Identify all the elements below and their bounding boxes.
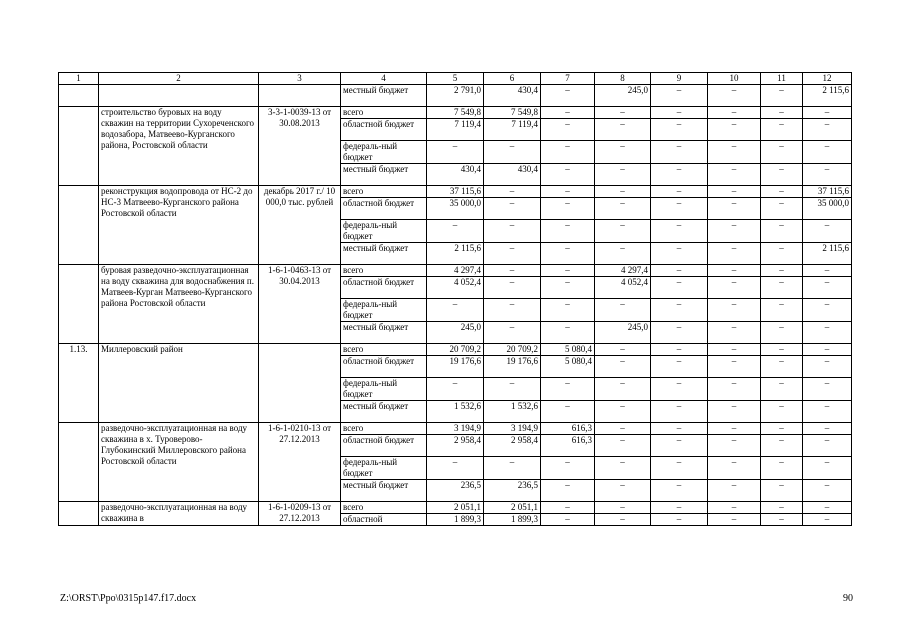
value-col9-cell: –	[651, 378, 708, 401]
total-value-cell: 2 115,6	[427, 243, 484, 265]
value-col7-cell: –	[541, 119, 595, 141]
value-col10-cell: –	[708, 502, 761, 514]
budget-source-cell: местный бюджет	[341, 401, 427, 423]
value-col6-cell: 1 899,3	[484, 514, 541, 526]
value-col8-cell: –	[595, 198, 651, 220]
table-row	[59, 423, 852, 435]
header-row	[59, 73, 852, 85]
budget-source-cell: всего	[341, 265, 427, 277]
value-col11-cell: –	[761, 378, 803, 401]
value-col11-cell: –	[761, 322, 803, 344]
budget-source-cell: областной бюджет	[341, 198, 427, 220]
value-col10-cell: –	[708, 141, 761, 164]
row-number-cell	[59, 502, 99, 526]
value-col6-cell: 7 549,8	[484, 107, 541, 119]
header-cell: 6	[484, 73, 541, 85]
total-value-cell: –	[427, 378, 484, 401]
value-col10-cell: –	[708, 85, 761, 107]
budget-source-cell: областной	[341, 514, 427, 526]
value-col12-cell: –	[803, 502, 852, 514]
value-col8-cell: –	[595, 220, 651, 243]
value-col6-cell: –	[484, 457, 541, 480]
value-col8-cell: –	[595, 141, 651, 164]
value-col7-cell: –	[541, 198, 595, 220]
value-col9-cell: –	[651, 299, 708, 322]
object-name-cell: буровая разведочно-эксплуатационная на воду скважина для водоснабжения п. Матвеев-Курган Матвеево-Курганского района Ростовской области	[99, 265, 259, 344]
total-value-cell: 19 176,6	[427, 356, 484, 378]
value-col12-cell: –	[803, 435, 852, 457]
value-col7-cell: 5 080,4	[541, 344, 595, 356]
object-name-cell: реконструкция водопровода от НС-2 до НС-3 Матвеево-Курганского района Ростовской области	[99, 186, 259, 265]
value-col7-cell: –	[541, 220, 595, 243]
value-col11-cell: –	[761, 435, 803, 457]
value-col10-cell: –	[708, 514, 761, 526]
value-col6-cell: 430,4	[484, 85, 541, 107]
value-col6-cell: –	[484, 243, 541, 265]
total-value-cell: 430,4	[427, 164, 484, 186]
value-col10-cell: –	[708, 119, 761, 141]
value-col11-cell: –	[761, 401, 803, 423]
value-col11-cell: –	[761, 299, 803, 322]
header-cell: 8	[595, 73, 651, 85]
budget-source-cell: федераль-ный бюджет	[341, 457, 427, 480]
total-value-cell: 3 194,9	[427, 423, 484, 435]
budget-source-cell: федераль-ный бюджет	[341, 141, 427, 164]
value-col11-cell: –	[761, 457, 803, 480]
value-col11-cell: –	[761, 243, 803, 265]
value-col8-cell: –	[595, 243, 651, 265]
row-number-cell: 1.13.	[59, 344, 99, 423]
value-col7-cell: –	[541, 514, 595, 526]
value-col11-cell: –	[761, 198, 803, 220]
table-row	[59, 502, 852, 514]
value-col9-cell: –	[651, 480, 708, 502]
value-col6-cell: –	[484, 186, 541, 198]
value-col10-cell: –	[708, 344, 761, 356]
row-number-cell	[59, 186, 99, 265]
value-col10-cell: –	[708, 299, 761, 322]
value-col7-cell: –	[541, 243, 595, 265]
value-col6-cell: 2 051,1	[484, 502, 541, 514]
value-col10-cell: –	[708, 401, 761, 423]
total-value-cell: 1 532,6	[427, 401, 484, 423]
document-ref-cell: 1-6-1-0209-13 от 27.12.2013	[259, 502, 341, 526]
value-col9-cell: –	[651, 198, 708, 220]
value-col7-cell: –	[541, 164, 595, 186]
budget-source-cell: областной бюджет	[341, 356, 427, 378]
total-value-cell: 2 791,0	[427, 85, 484, 107]
document-ref-cell: 3-3-1-0039-13 от 30.08.2013	[259, 107, 341, 186]
document-ref-cell	[259, 85, 341, 107]
total-value-cell: 2 958,4	[427, 435, 484, 457]
value-col12-cell: –	[803, 265, 852, 277]
value-col12-cell: –	[803, 107, 852, 119]
value-col6-cell: –	[484, 220, 541, 243]
row-number-cell	[59, 423, 99, 502]
value-col10-cell: –	[708, 198, 761, 220]
value-col10-cell: –	[708, 186, 761, 198]
value-col11-cell: –	[761, 119, 803, 141]
table-row	[59, 186, 852, 198]
total-value-cell: 20 709,2	[427, 344, 484, 356]
value-col11-cell: –	[761, 514, 803, 526]
value-col9-cell: –	[651, 435, 708, 457]
value-col12-cell: –	[803, 401, 852, 423]
value-col12-cell: –	[803, 457, 852, 480]
value-col11-cell: –	[761, 277, 803, 299]
value-col12-cell: –	[803, 378, 852, 401]
header-cell: 3	[259, 73, 341, 85]
value-col10-cell: –	[708, 435, 761, 457]
value-col9-cell: –	[651, 514, 708, 526]
header-cell: 12	[803, 73, 852, 85]
budget-source-cell: федераль-ный бюджет	[341, 220, 427, 243]
value-col12-cell: –	[803, 141, 852, 164]
value-col7-cell: –	[541, 480, 595, 502]
value-col6-cell: –	[484, 141, 541, 164]
value-col9-cell: –	[651, 141, 708, 164]
table-row	[59, 107, 852, 119]
value-col8-cell: –	[595, 502, 651, 514]
value-col6-cell: 236,5	[484, 480, 541, 502]
total-value-cell: 236,5	[427, 480, 484, 502]
value-col12-cell: –	[803, 322, 852, 344]
value-col10-cell: –	[708, 356, 761, 378]
budget-source-cell: федераль-ный бюджет	[341, 299, 427, 322]
value-col11-cell: –	[761, 356, 803, 378]
budget-source-cell: федераль-ный бюджет	[341, 378, 427, 401]
value-col7-cell: 616,3	[541, 423, 595, 435]
value-col11-cell: –	[761, 220, 803, 243]
budget-source-cell: местный бюджет	[341, 480, 427, 502]
total-value-cell: 4 052,4	[427, 277, 484, 299]
value-col11-cell: –	[761, 480, 803, 502]
value-col8-cell: –	[595, 378, 651, 401]
document-ref-cell: декабрь 2017 г./ 10 000,0 тыс. рублей	[259, 186, 341, 265]
table-row	[59, 265, 852, 277]
value-col12-cell: 2 115,6	[803, 243, 852, 265]
value-col6-cell: –	[484, 277, 541, 299]
total-value-cell: –	[427, 141, 484, 164]
total-value-cell: 245,0	[427, 322, 484, 344]
budget-source-cell: местный бюджет	[341, 243, 427, 265]
header-cell: 1	[59, 73, 99, 85]
value-col12-cell: 37 115,6	[803, 186, 852, 198]
budget-source-cell: всего	[341, 423, 427, 435]
value-col11-cell: –	[761, 265, 803, 277]
value-col8-cell: –	[595, 356, 651, 378]
value-col12-cell: 2 115,6	[803, 85, 852, 107]
budget-table	[58, 72, 852, 526]
total-value-cell: –	[427, 457, 484, 480]
total-value-cell: 1 899,3	[427, 514, 484, 526]
value-col8-cell: –	[595, 435, 651, 457]
value-col8-cell: –	[595, 299, 651, 322]
value-col8-cell: 4 297,4	[595, 265, 651, 277]
value-col9-cell: –	[651, 502, 708, 514]
value-col7-cell: 5 080,4	[541, 356, 595, 378]
value-col9-cell: –	[651, 186, 708, 198]
total-value-cell: 7 119,4	[427, 119, 484, 141]
value-col6-cell: –	[484, 265, 541, 277]
document-ref-cell: 1-6-1-0210-13 от 27.12.2013	[259, 423, 341, 502]
value-col6-cell: 2 958,4	[484, 435, 541, 457]
value-col10-cell: –	[708, 457, 761, 480]
value-col12-cell: –	[803, 220, 852, 243]
document-ref-cell: 1-6-1-0463-13 от 30.04.2013	[259, 265, 341, 344]
value-col7-cell: –	[541, 107, 595, 119]
value-col8-cell: –	[595, 401, 651, 423]
value-col12-cell: –	[803, 514, 852, 526]
budget-source-cell: местный бюджет	[341, 85, 427, 107]
page-number: 90	[843, 593, 853, 604]
value-col6-cell: 1 532,6	[484, 401, 541, 423]
value-col8-cell: –	[595, 107, 651, 119]
total-value-cell: 7 549,8	[427, 107, 484, 119]
value-col11-cell: –	[761, 107, 803, 119]
value-col8-cell: –	[595, 119, 651, 141]
value-col6-cell: –	[484, 378, 541, 401]
value-col9-cell: –	[651, 243, 708, 265]
value-col10-cell: –	[708, 322, 761, 344]
value-col12-cell: –	[803, 356, 852, 378]
value-col10-cell: –	[708, 423, 761, 435]
value-col10-cell: –	[708, 378, 761, 401]
value-col12-cell: –	[803, 344, 852, 356]
value-col7-cell: –	[541, 141, 595, 164]
value-col7-cell: –	[541, 299, 595, 322]
value-col11-cell: –	[761, 141, 803, 164]
value-col10-cell: –	[708, 164, 761, 186]
value-col7-cell: –	[541, 277, 595, 299]
row-number-cell	[59, 85, 99, 107]
value-col7-cell: –	[541, 457, 595, 480]
table-row	[59, 85, 852, 107]
budget-source-cell: местный бюджет	[341, 164, 427, 186]
value-col7-cell: –	[541, 322, 595, 344]
value-col12-cell: –	[803, 277, 852, 299]
value-col6-cell: 430,4	[484, 164, 541, 186]
value-col8-cell: 245,0	[595, 322, 651, 344]
value-col10-cell: –	[708, 243, 761, 265]
object-name-cell	[99, 85, 259, 107]
value-col6-cell: 19 176,6	[484, 356, 541, 378]
value-col9-cell: –	[651, 457, 708, 480]
budget-source-cell: всего	[341, 186, 427, 198]
header-cell: 9	[651, 73, 708, 85]
value-col9-cell: –	[651, 423, 708, 435]
value-col12-cell: –	[803, 299, 852, 322]
value-col8-cell: –	[595, 344, 651, 356]
value-col6-cell: 3 194,9	[484, 423, 541, 435]
value-col6-cell: –	[484, 198, 541, 220]
value-col10-cell: –	[708, 277, 761, 299]
value-col8-cell: –	[595, 457, 651, 480]
header-cell: 7	[541, 73, 595, 85]
budget-source-cell: местный бюджет	[341, 322, 427, 344]
value-col10-cell: –	[708, 480, 761, 502]
file-path: Z:\ORST\Ppo\0315p147.f17.docx	[60, 593, 197, 604]
total-value-cell: 2 051,1	[427, 502, 484, 514]
value-col9-cell: –	[651, 322, 708, 344]
value-col8-cell: –	[595, 514, 651, 526]
total-value-cell: –	[427, 220, 484, 243]
value-col7-cell: 616,3	[541, 435, 595, 457]
header-cell: 4	[341, 73, 427, 85]
value-col6-cell: 7 119,4	[484, 119, 541, 141]
value-col11-cell: –	[761, 186, 803, 198]
total-value-cell: 37 115,6	[427, 186, 484, 198]
budget-source-cell: всего	[341, 344, 427, 356]
value-col10-cell: –	[708, 220, 761, 243]
object-name-cell: разведочно-эксплуатационная на воду скважина в	[99, 502, 259, 526]
value-col9-cell: –	[651, 85, 708, 107]
value-col11-cell: –	[761, 502, 803, 514]
value-col11-cell: –	[761, 423, 803, 435]
total-value-cell: 4 297,4	[427, 265, 484, 277]
value-col9-cell: –	[651, 220, 708, 243]
budget-source-cell: областной бюджет	[341, 277, 427, 299]
value-col9-cell: –	[651, 119, 708, 141]
value-col7-cell: –	[541, 502, 595, 514]
value-col12-cell: –	[803, 423, 852, 435]
value-col10-cell: –	[708, 265, 761, 277]
value-col11-cell: –	[761, 164, 803, 186]
budget-source-cell: областной бюджет	[341, 435, 427, 457]
row-number-cell	[59, 265, 99, 344]
value-col7-cell: –	[541, 265, 595, 277]
value-col10-cell: –	[708, 107, 761, 119]
row-number-cell	[59, 107, 99, 186]
value-col9-cell: –	[651, 356, 708, 378]
object-name-cell: разведочно-эксплуатационная на воду скважина в х. Туроверово-Глубокинский Миллеровского района Ростовской области	[99, 423, 259, 502]
total-value-cell: –	[427, 299, 484, 322]
object-name-cell: Миллеровский район	[99, 344, 259, 423]
value-col12-cell: –	[803, 480, 852, 502]
value-col11-cell: –	[761, 85, 803, 107]
value-col8-cell: –	[595, 186, 651, 198]
value-col12-cell: –	[803, 164, 852, 186]
value-col9-cell: –	[651, 401, 708, 423]
value-col9-cell: –	[651, 107, 708, 119]
value-col9-cell: –	[651, 164, 708, 186]
header-cell: 10	[708, 73, 761, 85]
header-cell: 11	[761, 73, 803, 85]
header-cell: 2	[99, 73, 259, 85]
value-col8-cell: 245,0	[595, 85, 651, 107]
value-col8-cell: –	[595, 423, 651, 435]
budget-source-cell: всего	[341, 107, 427, 119]
value-col8-cell: 4 052,4	[595, 277, 651, 299]
value-col9-cell: –	[651, 265, 708, 277]
value-col6-cell: –	[484, 322, 541, 344]
value-col7-cell: –	[541, 378, 595, 401]
value-col6-cell: 20 709,2	[484, 344, 541, 356]
value-col7-cell: –	[541, 85, 595, 107]
value-col7-cell: –	[541, 186, 595, 198]
budget-source-cell: областной бюджет	[341, 119, 427, 141]
value-col12-cell: –	[803, 119, 852, 141]
value-col12-cell: 35 000,0	[803, 198, 852, 220]
object-name-cell: строительство буровых на воду скважин на территории Сухореченского водозабора, Матвеево-Курганского района, Ростовской области	[99, 107, 259, 186]
value-col7-cell: –	[541, 401, 595, 423]
value-col11-cell: –	[761, 344, 803, 356]
document-ref-cell	[259, 344, 341, 423]
value-col9-cell: –	[651, 344, 708, 356]
table-row	[59, 344, 852, 356]
value-col9-cell: –	[651, 277, 708, 299]
total-value-cell: 35 000,0	[427, 198, 484, 220]
value-col8-cell: –	[595, 480, 651, 502]
header-cell: 5	[427, 73, 484, 85]
value-col8-cell: –	[595, 164, 651, 186]
budget-source-cell: всего	[341, 502, 427, 514]
value-col6-cell: –	[484, 299, 541, 322]
